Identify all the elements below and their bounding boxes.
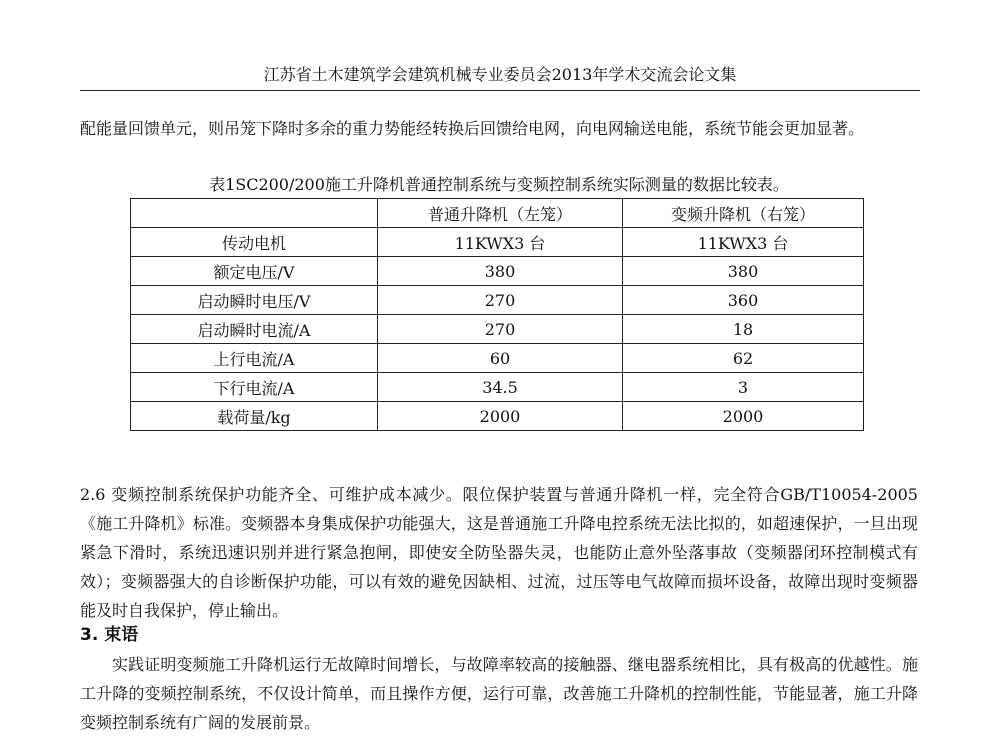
table-row <box>131 373 864 402</box>
normal-value: 60 <box>378 344 623 373</box>
vfd-value: 11KWX3 台 <box>623 228 864 257</box>
comparison-table <box>130 198 864 431</box>
running-header <box>80 64 920 91</box>
vfd-value: 62 <box>623 344 864 373</box>
table-row <box>131 228 864 257</box>
vfd-value: 18 <box>623 315 864 344</box>
vfd-value: 380 <box>623 257 864 286</box>
table-caption: 表1SC200/200施工升降机普通控制系统与变频控制系统实际测量的数据比较表。 <box>209 175 789 194</box>
row-label: 启动瞬时电压/V <box>131 286 378 315</box>
table-row <box>131 402 864 431</box>
conclusion-paragraph: 实践证明变频施工升降机运行无故障时间增长，与故障率较高的接触器、继电器系统相比，具有极高的优越性。施工升降的变频控制系统，不仅设计简单，而且操作方便，运行可靠，改善施工升降机的控制性能，节能显著，施工升降变频控制系统有广阔的发展前景。 <box>80 655 918 732</box>
normal-value: 34.5 <box>378 373 623 402</box>
header-title: 江苏省土木建筑学会建筑机械专业委员会2013年学术交流会论文集 <box>263 65 737 84</box>
normal-value: 270 <box>378 286 623 315</box>
normal-value: 270 <box>378 315 623 344</box>
header-cell-empty <box>131 199 378 228</box>
section-2-6-paragraph: 2.6 变频控制系统保护功能齐全、可维护成本减少。限位保护装置与普通升降机一样，完全符合GB/T10054-2005《施工升降机》标准。变频器本身集成保护功能强大，这是普通施工升降电控系统无法比拟的，如超速保护，一旦出现紧急下滑时，系统迅速识别并进行紧急抱闸，即使安全防坠器失灵，也能防止意外坠落事故（变频器闭环控制模式有效）；变频器强大的自诊断保护功能，可以有效的避免因缺相、过流，过压等电气故障而损坏设备，故障出现时变频器能及时自我保护，停止输出。 <box>80 485 918 620</box>
header-cell-normal-lift: 普通升降机（左笼） <box>378 199 623 228</box>
row-label: 额定电压/V <box>131 257 378 286</box>
table-row <box>131 344 864 373</box>
row-label: 载荷量/kg <box>131 402 378 431</box>
vfd-value: 360 <box>623 286 864 315</box>
vfd-value: 3 <box>623 373 864 402</box>
row-label: 传动电机 <box>131 228 378 257</box>
intro-paragraph: 配能量回馈单元，则吊笼下降时多余的重力势能经转换后回馈给电网，向电网输送电能，系统节能会更加显著。 <box>80 119 865 138</box>
table-row <box>131 286 864 315</box>
normal-value: 11KWX3 台 <box>378 228 623 257</box>
vfd-value: 2000 <box>623 402 864 431</box>
table-row <box>131 315 864 344</box>
normal-value: 2000 <box>378 402 623 431</box>
section-3-heading: 3. 束语 <box>80 625 139 645</box>
table-header-row <box>131 199 864 228</box>
header-cell-vfd-lift: 变频升降机（右笼） <box>623 199 864 228</box>
normal-value: 380 <box>378 257 623 286</box>
table-row <box>131 257 864 286</box>
row-label: 上行电流/A <box>131 344 378 373</box>
row-label: 启动瞬时电流/A <box>131 315 378 344</box>
row-label: 下行电流/A <box>131 373 378 402</box>
